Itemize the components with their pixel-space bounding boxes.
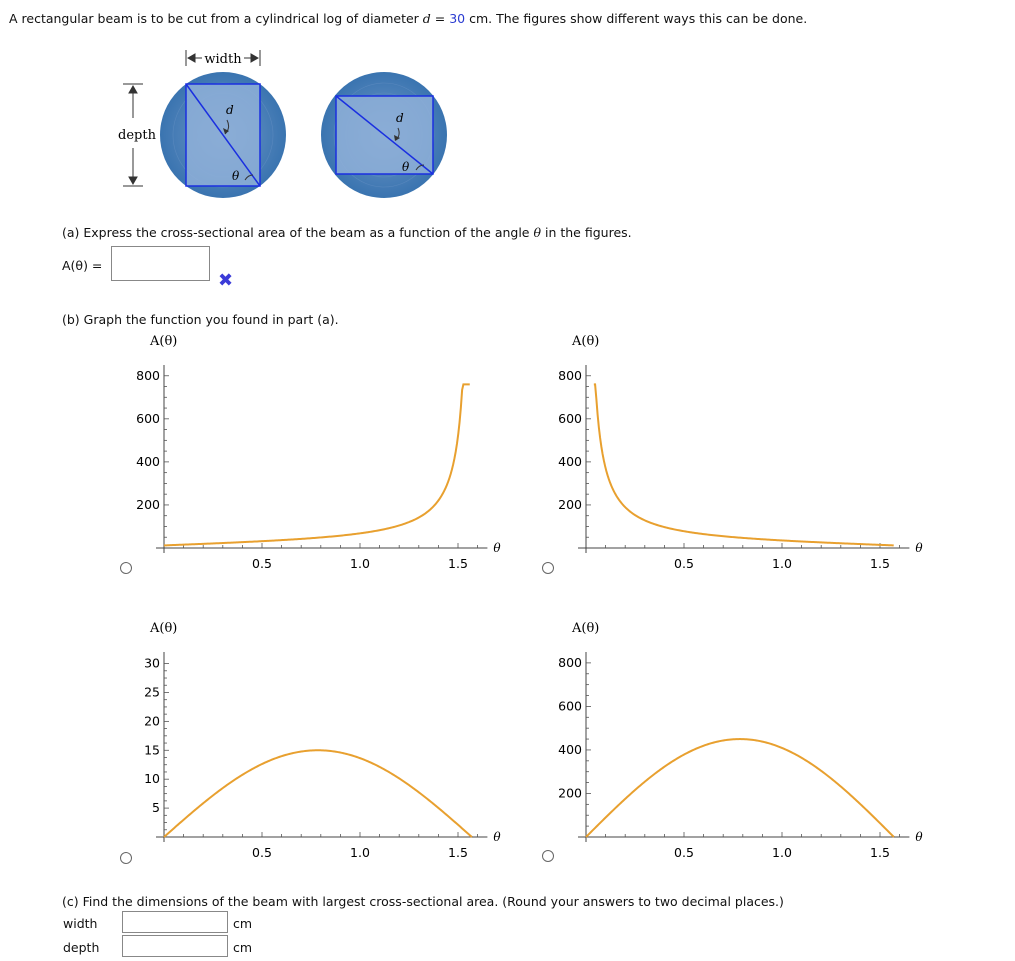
x-tick-label: 1.0 (772, 845, 792, 860)
function-curve (164, 384, 470, 545)
diameter-var: d (422, 11, 431, 26)
graph-option-1 (120, 333, 510, 578)
x-tick-label: 1.5 (448, 556, 468, 571)
x-axis-label: θ (493, 830, 501, 844)
y-tick-label: 25 (144, 684, 160, 700)
y-tick-label: 5 (152, 800, 160, 816)
graph-option-2-radio[interactable] (542, 562, 554, 574)
y-tick-label: 400 (136, 453, 160, 469)
function-curve (164, 750, 472, 837)
x-tick-label: 1.0 (772, 556, 792, 571)
y-axis-label: A(θ) (572, 621, 600, 636)
x-tick-label: 1.5 (870, 556, 890, 571)
graph-option-3 (120, 622, 510, 867)
graph-option-4 (542, 622, 932, 867)
x-tick-label: 1.0 (350, 845, 370, 860)
area-function-label: A(θ) = (62, 258, 103, 273)
width-input[interactable] (122, 911, 228, 933)
x-tick-label: 0.5 (674, 556, 694, 571)
x-tick-label: 0.5 (252, 845, 272, 860)
depth-unit: cm (233, 940, 253, 955)
y-tick-label: 200 (136, 496, 160, 512)
area-function-input[interactable] (111, 246, 210, 281)
d-label-2: d (396, 111, 404, 125)
x-tick-label: 0.5 (252, 556, 272, 571)
y-tick-label: 400 (558, 453, 582, 469)
graph-option-2 (542, 333, 932, 578)
x-axis-label: θ (493, 541, 501, 555)
depth-label: depth (63, 940, 100, 955)
theta-label-2: θ (402, 160, 410, 174)
y-tick-label: 200 (558, 785, 582, 801)
y-tick-label: 800 (136, 367, 160, 383)
log-figure (100, 40, 480, 210)
x-tick-label: 0.5 (674, 845, 694, 860)
width-label: width (204, 52, 242, 67)
problem-intro: A rectangular beam is to be cut from a cylindrical log of diameter d = 30 cm. The figures show different ways this can be done. (9, 11, 808, 26)
part-c-question: (c) Find the dimensions of the beam with largest cross-sectional area. (Round your answers to two decimal places.) (62, 894, 784, 909)
y-tick-label: 15 (144, 742, 160, 758)
part-b-question: (b) Graph the function you found in part (a). (62, 312, 339, 327)
y-axis-label: A(θ) (150, 334, 178, 349)
graph-option-3-radio[interactable] (120, 852, 132, 864)
depth-label: depth (118, 128, 156, 143)
function-curve (586, 739, 894, 837)
graph-option-4-radio[interactable] (542, 850, 554, 862)
y-tick-label: 30 (144, 655, 160, 671)
x-axis-label: θ (915, 830, 923, 844)
y-tick-label: 20 (144, 713, 160, 729)
y-tick-label: 600 (558, 698, 582, 714)
x-tick-label: 1.0 (350, 556, 370, 571)
y-axis-label: A(θ) (572, 334, 600, 349)
y-tick-label: 800 (558, 367, 582, 383)
theta-label-1: θ (232, 169, 240, 183)
x-tick-label: 1.5 (870, 845, 890, 860)
width-label: width (63, 916, 98, 931)
y-tick-label: 600 (136, 410, 160, 426)
part-a-question: (a) Express the cross-sectional area of the beam as a function of the angle θ in the figures. (62, 225, 632, 240)
y-tick-label: 600 (558, 410, 582, 426)
y-tick-label: 200 (558, 496, 582, 512)
y-tick-label: 400 (558, 741, 582, 757)
y-tick-label: 800 (558, 654, 582, 670)
diameter-value: 30 (449, 11, 466, 26)
depth-input[interactable] (122, 935, 228, 957)
y-tick-label: 10 (144, 771, 160, 787)
d-label-1: d (226, 103, 234, 117)
incorrect-x-icon: ✖ (218, 270, 234, 291)
function-curve (594, 384, 894, 545)
width-unit: cm (233, 916, 253, 931)
x-axis-label: θ (915, 541, 923, 555)
y-axis-label: A(θ) (150, 621, 178, 636)
graph-option-1-radio[interactable] (120, 562, 132, 574)
x-tick-label: 1.5 (448, 845, 468, 860)
